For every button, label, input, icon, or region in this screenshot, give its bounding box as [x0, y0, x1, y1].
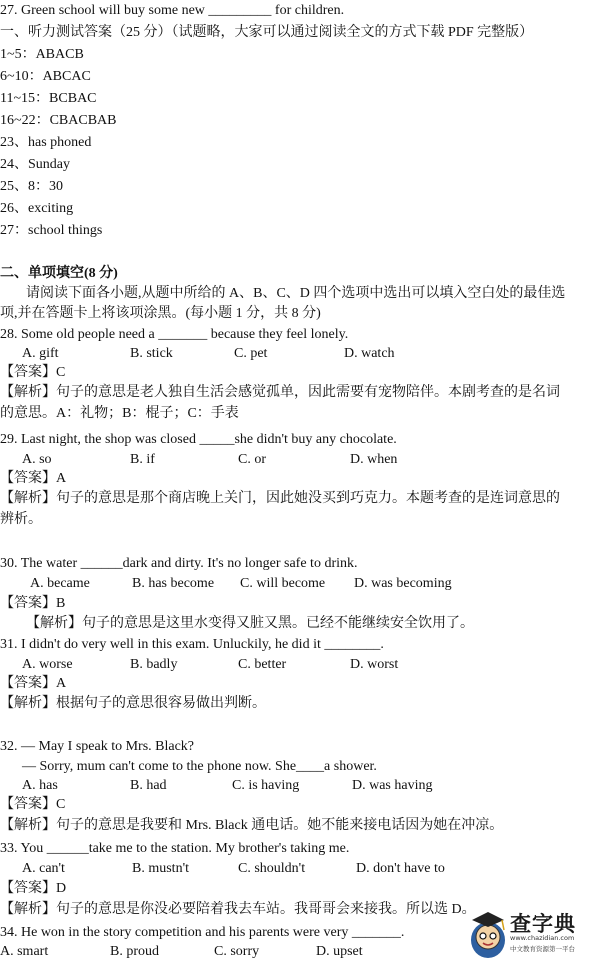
- analysis-line: 【解析】根据句子的意思很容易做出判断。: [0, 696, 266, 711]
- section-heading: 一、听力测试答案（25 分）（试题略，大家可以通过阅读全文的方式下载 PDF 完整版）: [0, 25, 534, 40]
- answer-line: 【答案】C: [0, 365, 66, 380]
- text-line: 6~10：ABCAC: [0, 69, 91, 84]
- option: D. worst: [350, 657, 399, 672]
- instruction-line: 项,并在答题卡上将该项涂黑。(每小题 1 分，共 8 分): [0, 306, 321, 321]
- option: D. was becoming: [354, 576, 452, 591]
- analysis-line: 【解析】句子的意思是老人独自生活会感觉孤单，因此需要有宠物陪伴。本剧考查的是名词: [0, 385, 560, 400]
- question-32: 32. — May I speak to Mrs. Black?: [0, 739, 195, 754]
- option: C. or: [238, 452, 266, 467]
- option: A. worse: [22, 657, 73, 672]
- text-line: 16~22：CBACBAB: [0, 113, 117, 128]
- option: B. had: [130, 778, 167, 793]
- text-line: 1~5：ABACB: [0, 47, 84, 62]
- option: A. gift: [22, 346, 59, 361]
- logo-slogan: 中文教育资源第一平台: [510, 945, 575, 953]
- chazidian-logo: [466, 906, 590, 961]
- analysis-line: 【解析】句子的意思是这里水变得又脏又黑。已经不能继续安全饮用了。: [26, 616, 474, 631]
- option: B. badly: [130, 657, 178, 672]
- answer-line: 【答案】C: [0, 797, 66, 812]
- logo-name: 查字典: [510, 912, 576, 936]
- option: D. when: [350, 452, 398, 467]
- question-31: 31. I didn't do very well in this exam. Unluckily, he did it ________.: [0, 637, 384, 652]
- question-34: 34. He won in the story competition and his parents were very _______.: [0, 925, 405, 940]
- analysis-line: 【解析】句子的意思是那个商店晚上关门，因此她没买到巧克力。本题考查的是连词意思的: [0, 491, 560, 506]
- option: C. sorry: [214, 944, 260, 959]
- answer-line: 【答案】A: [0, 676, 67, 691]
- question-30: 30. The water ______dark and dirty. It's no longer safe to drink.: [0, 556, 358, 571]
- text-line: 25、8：30: [0, 179, 63, 194]
- option: D. was having: [352, 778, 433, 793]
- instruction-line: 请阅读下面各小题,从题中所给的 A、B、C、D 四个选项中选出可以填入空白处的最佳选: [26, 286, 566, 301]
- text-line: 11~15：BCBAC: [0, 91, 97, 106]
- question-32-dialogue: — Sorry, mum can't come to the phone now. She____a shower.: [22, 759, 377, 774]
- option: B. mustn't: [132, 861, 189, 876]
- text-line: 27：school things: [0, 223, 103, 238]
- option: D. don't have to: [356, 861, 445, 876]
- option: A. smart: [0, 944, 49, 959]
- option: C. better: [238, 657, 287, 672]
- option: C. pet: [234, 346, 268, 361]
- option: B. has become: [132, 576, 215, 591]
- option: B. stick: [130, 346, 173, 361]
- option: A. so: [22, 452, 52, 467]
- option: D. upset: [316, 944, 363, 959]
- option: B. if: [130, 452, 155, 467]
- option: B. proud: [110, 944, 159, 959]
- section-heading: 二、单项填空(8 分): [0, 266, 118, 281]
- answer-line: 【答案】D: [0, 881, 67, 896]
- question-33: 33. You ______take me to the station. My brother's taking me.: [0, 841, 350, 856]
- answer-line: 【答案】B: [0, 596, 66, 611]
- option: C. will become: [240, 576, 326, 591]
- option: D. watch: [344, 346, 395, 361]
- logo-url: www.chazidian.com: [510, 934, 575, 942]
- option: A. has: [22, 778, 58, 793]
- question-29: 29. Last night, the shop was closed _____she didn't buy any chocolate.: [0, 432, 397, 447]
- text-line: 23、has phoned: [0, 135, 92, 150]
- text-line: 24、Sunday: [0, 157, 70, 172]
- option: A. became: [30, 576, 90, 591]
- analysis-line: 【解析】句子的意思是你没必要陪着我去车站。我哥哥会来接我。所以选 D。: [0, 902, 476, 917]
- option: C. shouldn't: [238, 861, 306, 876]
- question-28: 28. Some old people need a _______ because they feel lonely.: [0, 327, 349, 342]
- option: C. is having: [232, 778, 300, 793]
- option: A. can't: [22, 861, 65, 876]
- analysis-line: 的意思。A：礼物；B：棍子；C：手表: [0, 406, 239, 421]
- text-line: 27. Green school will buy some new _________ for children.: [0, 3, 345, 18]
- text-line: 26、exciting: [0, 201, 74, 216]
- analysis-line: 【解析】句子的意思是我要和 Mrs. Black 通电话。她不能来接电话因为她在冲凉。: [0, 818, 504, 833]
- analysis-line: 辨析。: [0, 512, 42, 527]
- answer-line: 【答案】A: [0, 471, 67, 486]
